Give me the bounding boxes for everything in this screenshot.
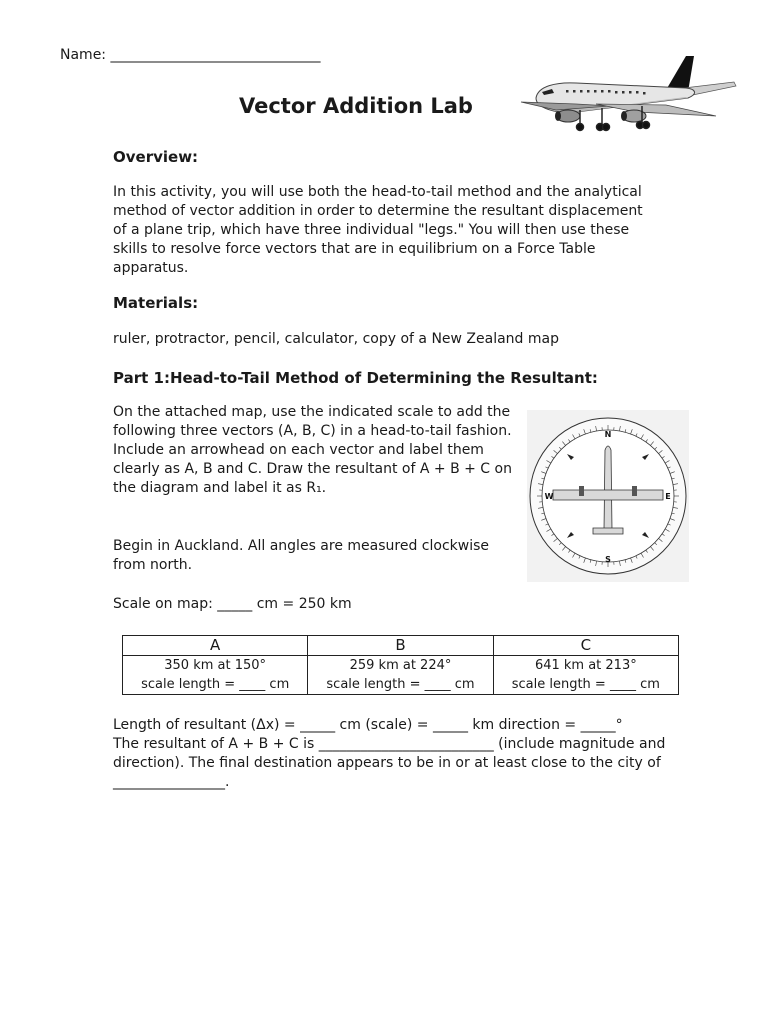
vector-b-scale: scale length = ____ cm [326, 677, 475, 692]
map-scale-line: Scale on map: _____ cm = 250 km [113, 596, 352, 612]
compass-n-label: N [604, 430, 612, 439]
vector-c-scale: scale length = ____ cm [511, 677, 660, 692]
resultant-length-line: Length of resultant (Δx) = _____ cm (scale) = _____ km direction = _____° [113, 717, 623, 733]
page-title: Vector Addition Lab [239, 94, 473, 118]
airplane-illustration [516, 50, 738, 140]
vector-b-value [308, 656, 493, 695]
vector-c-label: C [493, 636, 678, 656]
vector-b-magnitude: 259 km at 224° [349, 658, 452, 673]
vector-c-value [493, 656, 678, 695]
vectors-table [122, 635, 679, 695]
part1-heading: Part 1:Head-to-Tail Method of Determining the Resultant: [113, 369, 598, 387]
begin-instructions: Begin in Auckland. All angles are measured clockwise from north. [113, 538, 489, 573]
compass-e-label: E [665, 492, 671, 501]
resultant-section [113, 716, 673, 792]
vector-a-magnitude: 350 km at 150° [164, 658, 267, 673]
name-line: Name: ______________________________ [60, 47, 321, 63]
vector-b-label: B [308, 636, 493, 656]
materials-text: ruler, protractor, pencil, calculator, copy of a New Zealand map [113, 331, 559, 347]
compass-s-label: S [605, 555, 611, 564]
materials-heading: Materials: [113, 294, 199, 312]
vector-value-row [123, 656, 679, 695]
compass-w-label: W [544, 492, 554, 501]
overview-text: In this activity, you will use both the head-to-tail method and the analytical method of vector addition in order to determine the resultant displacement of a plane trip, which have three individual "legs." You will then use these skills to resolve force vectors that are in equilibrium on a Force Table apparatus. [113, 184, 643, 276]
vector-c-magnitude: 641 km at 213° [534, 658, 637, 673]
resultant-summary: The resultant of A + B + C is _________________________ (include magnitude and direction). The final destination appears to be in or at least close to the city of ________________. [113, 736, 666, 790]
vector-a-value [123, 656, 308, 695]
overview-heading: Overview: [113, 148, 199, 166]
vector-label-row [123, 636, 679, 656]
vector-a-label: A [123, 636, 308, 656]
vector-a-scale: scale length = ____ cm [141, 677, 290, 692]
part1-instructions: On the attached map, use the indicated scale to add the following three vectors (A, B, C) in a head-to-tail fashion. Include an arrowhead on each vector and label them clearly as A, B and C. Draw the resultant of A + B + C on the diagram and label it as R₁. [113, 404, 512, 496]
compass-rose-illustration [527, 410, 689, 582]
